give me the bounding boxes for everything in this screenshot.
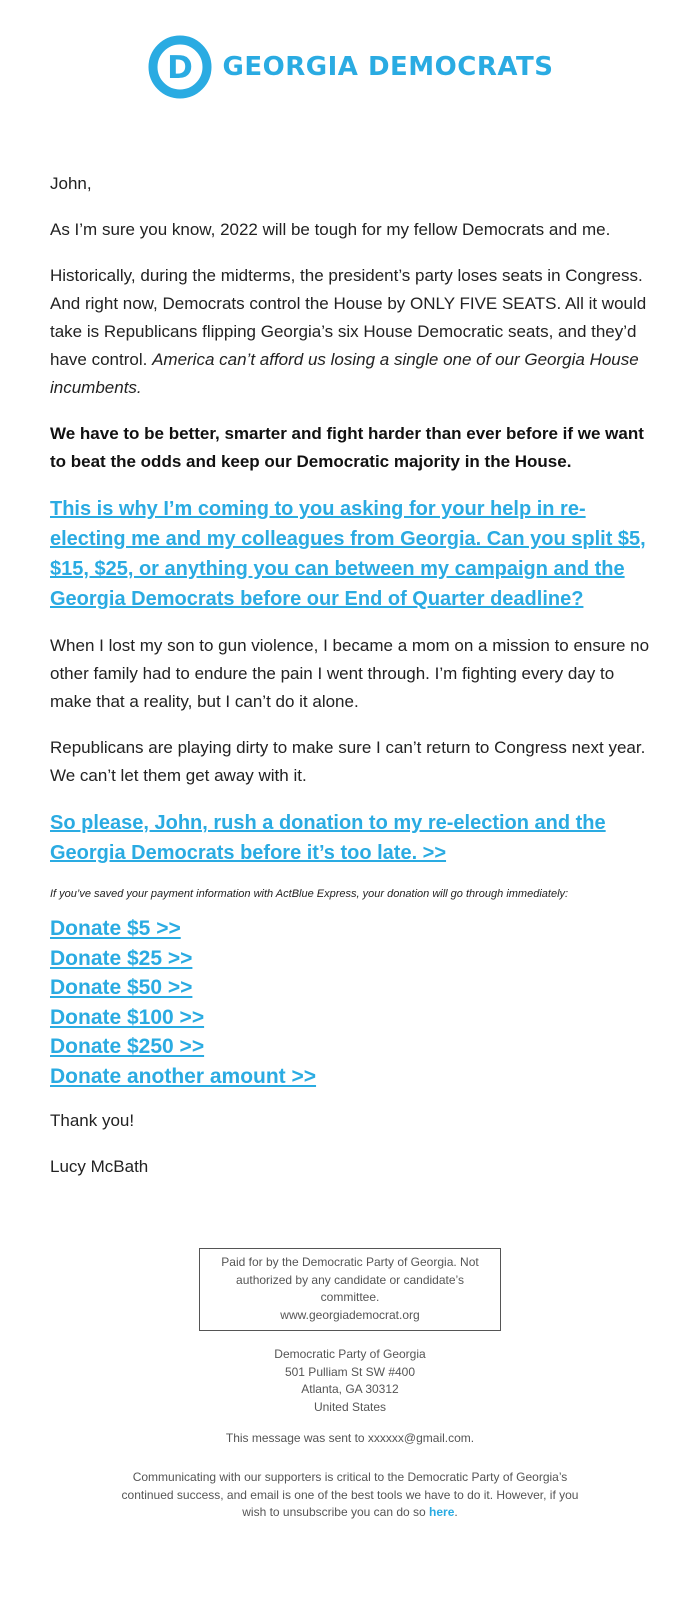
greeting: John,: [50, 174, 92, 193]
actblue-express-note: If you’ve saved your payment information with ActBlue Express, your donation will go through immediately:: [50, 888, 569, 900]
midterms-emphasis: America can’t afford us losing a single one of our Georgia House incumbents.: [50, 350, 639, 397]
paragraph-intro: As I’m sure you know, 2022 will be tough for my fellow Democrats and me.: [50, 220, 611, 239]
address-street: 501 Pulliam St SW #400: [284, 1364, 416, 1379]
svg-text:D: D: [166, 50, 193, 86]
header: [0, 32, 700, 102]
brand-name: GEORGIA DEMOCRATS: [222, 52, 554, 82]
thanks: Thank you!: [50, 1111, 135, 1130]
cta-split-donation-link[interactable]: This is why I’m coming to you asking for your help in re-electing me and my colleagues from Georgia. Can you split $5, $15, $25, or anything you can between my campaign and the Georgia Democrats before our End of Quarter deadline?: [50, 498, 646, 610]
sent-suffix: .: [470, 1431, 475, 1445]
donate-other-amount-link[interactable]: Donate another amount >>: [50, 1064, 317, 1088]
sent-to-notice: [0, 1430, 700, 1447]
footer: [0, 1248, 700, 1522]
disclaimer-website: www.georgiademocrat.org: [280, 1307, 420, 1322]
paid-for-disclaimer: [199, 1248, 501, 1331]
unsubscribe-text: Communicating with our supporters is critical to the Democratic Party of Georgia’s continued success, and email is one of the best tools we have to do it. However, if you wish to unsubscribe you can do so: [121, 1470, 579, 1519]
donate-250-link[interactable]: Donate $250 >>: [50, 1035, 205, 1058]
disclaimer-line: authorized by any candidate or candidate’s committee.: [236, 1272, 464, 1304]
paragraph-fight-harder: We have to be better, smarter and fight harder than ever before if we want to beat the odds and keep our Democratic majority in the House.: [50, 424, 644, 471]
donate-5-link[interactable]: Donate $5 >>: [50, 917, 181, 940]
mailing-address: [0, 1346, 700, 1416]
address-org: Democratic Party of Georgia: [274, 1347, 426, 1361]
paragraph-republicans: Republicans are playing dirty to make sure I can’t return to Congress next year. We can’t let them get away with it.: [50, 738, 646, 785]
paragraph-midterms: [50, 262, 650, 402]
address-country: United States: [313, 1399, 387, 1414]
disclaimer-line: Paid for by the Democratic Party of Georgia. Not: [221, 1255, 479, 1269]
donate-links: [50, 914, 650, 1091]
email-body: [50, 170, 650, 1199]
donate-100-link[interactable]: Donate $100 >>: [50, 1005, 205, 1029]
signature: Lucy McBath: [50, 1157, 149, 1176]
cta-rush-donation-link[interactable]: So please, John, rush a donation to my re-election and the Georgia Democrats before it’s too late. >>: [50, 812, 606, 864]
address-city: Atlanta, GA 30312: [301, 1382, 399, 1396]
donate-25-link[interactable]: Donate $25 >>: [50, 946, 193, 970]
democrats-logo-icon: [147, 34, 213, 100]
sent-prefix: This message was sent to: [225, 1431, 368, 1445]
unsubscribe-notice: [110, 1469, 590, 1522]
recipient-email: xxxxxx@gmail.com: [367, 1431, 471, 1445]
unsubscribe-end: .: [454, 1505, 458, 1519]
paragraph-story: When I lost my son to gun violence, I became a mom on a mission to ensure no other family had to endure the pain I went through. I’m fighting every day to make that a reality, but I can’t do it alone.: [50, 636, 650, 711]
unsubscribe-link[interactable]: here: [429, 1505, 455, 1519]
midterms-text: Historically, during the midterms, the president’s party loses seats in Congress. And right now, Democrats control the House by ONLY FIVE SEATS. All it would take is Republicans flipping Georgia’s six House Democratic seats, and they’d have control.: [50, 266, 647, 369]
donate-50-link[interactable]: Donate $50 >>: [50, 976, 193, 999]
